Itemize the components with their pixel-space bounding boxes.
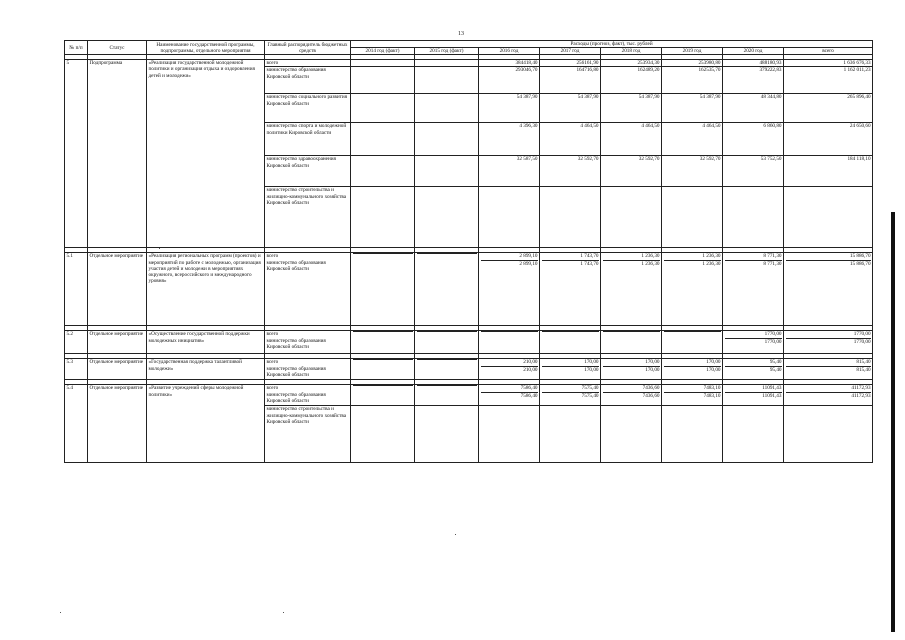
- manager-total: всего: [266, 253, 279, 260]
- value-cell: [601, 406, 662, 463]
- value-cell: 170,00 170,00: [662, 359, 723, 380]
- value-cell: 162535,70: [662, 67, 723, 94]
- row-status: Подпрограмма: [88, 60, 147, 248]
- value-cell: [351, 385, 415, 406]
- value-cell: 1 162 011,23: [784, 67, 873, 94]
- manager-sub: министерство образования Кировской области: [266, 337, 326, 350]
- header-year: 2019 год: [662, 48, 723, 55]
- header-year: 2015 год (факт): [415, 48, 479, 55]
- manager-total: всего: [266, 385, 279, 392]
- table-row: [65, 359, 873, 380]
- row-number: 5.3: [65, 359, 88, 380]
- header-name: Наименование государственной программы, подпрограммы, отдельного мероприятия: [147, 41, 265, 55]
- table-row: [65, 385, 873, 406]
- header-manager: Главный распорядитель бюджетных средств: [265, 41, 351, 55]
- row-number: 5: [65, 60, 88, 248]
- value-cell: [351, 406, 415, 463]
- header-year: 2018 год: [601, 48, 662, 55]
- value-cell: [662, 406, 723, 463]
- value-cell: 210,00 210,00: [479, 359, 540, 380]
- value-cell: 1770,00 1770,00: [723, 331, 784, 354]
- value-cell: 170,00 170,00: [601, 359, 662, 380]
- header-no: № п/п: [65, 41, 88, 55]
- value-cell: [351, 359, 415, 380]
- value-cell: 11091,43 11091,43: [723, 385, 784, 406]
- manager-sub: министерство образования Кировской области: [266, 391, 326, 404]
- value-cell: [415, 187, 479, 248]
- value-cell: 8 771,30 8 771,30: [723, 253, 784, 326]
- manager-cell: министерство строительства и жилищно-коммунального хозяйства Кировской области: [265, 406, 351, 463]
- scan-speck: [159, 248, 160, 249]
- value-cell: [784, 406, 873, 463]
- value-cell: 53 752,50: [723, 156, 784, 187]
- value-cell: 1770,00 1770,00: [784, 331, 873, 354]
- value-cell: 4 464,50: [601, 123, 662, 156]
- value-cell: [351, 156, 415, 187]
- value-cell: 164716,80: [540, 67, 601, 94]
- value-cell: 170,00 170,00: [540, 359, 601, 380]
- manager-cell: министерство образования Кировской области: [265, 67, 351, 94]
- value-cell: [351, 187, 415, 248]
- value-cell: [479, 187, 540, 248]
- manager-cell: министерство спорта и молодежной политики Кировской области: [265, 123, 351, 156]
- table-row: [65, 253, 873, 326]
- value-cell: [784, 187, 873, 248]
- value-cell: [601, 187, 662, 248]
- value-cell: 6 860,80: [723, 123, 784, 156]
- value-cell: 32 592,70: [601, 156, 662, 187]
- row-name: «Реализация региональных программ (проектов) и мероприятий по работе с молодежью, организация участия детей и молодежи в мероприятиях окружного, всероссийского и международного уровня»: [147, 253, 265, 326]
- value-cell: 54 387,90: [540, 94, 601, 123]
- value-cell: 4 464,50: [540, 123, 601, 156]
- row-number: 5.4: [65, 385, 88, 463]
- header-expenses: Расходы (прогноз, факт), тыс. рублей: [351, 41, 873, 48]
- value-cell: [351, 123, 415, 156]
- value-cell: [351, 253, 415, 326]
- row-number: 5.1: [65, 253, 88, 326]
- header-year: 2017 год: [540, 48, 601, 55]
- value-cell: 1 636 676,33: [784, 60, 873, 67]
- value-cell: 32 587,50: [479, 156, 540, 187]
- value-cell: 41172,93 41172,93: [784, 385, 873, 406]
- value-cell: [415, 67, 479, 94]
- value-cell: 24 650,60: [784, 123, 873, 156]
- value-cell: [415, 359, 479, 380]
- value-cell: 7483,10 7483,10: [662, 385, 723, 406]
- value-cell: [415, 406, 479, 463]
- value-cell: [723, 406, 784, 463]
- value-cell: [723, 187, 784, 248]
- value-cell: 7575,40 7575,40: [540, 385, 601, 406]
- value-cell: 2 899,10 2 899,10: [479, 253, 540, 326]
- row-status: Отдельное мероприятие: [88, 253, 147, 326]
- manager-sub: министерство образования Кировской области: [266, 365, 326, 378]
- manager-sub: министерство образования Кировской области: [266, 259, 326, 272]
- value-cell: 184 118,10: [784, 156, 873, 187]
- manager-cell: всего: [265, 60, 351, 67]
- value-cell: [351, 331, 415, 354]
- value-cell: 4 396,30: [479, 123, 540, 156]
- budget-table: [64, 40, 873, 463]
- value-cell: 815,40 815,40: [784, 359, 873, 380]
- value-cell: [662, 331, 723, 354]
- value-cell: 293046,70: [479, 67, 540, 94]
- manager-cell: [265, 385, 351, 406]
- row-name: «Реализация государственной молодежной политики и организация отдыха и оздоровления детей и молодежи»: [147, 60, 265, 248]
- value-cell: [662, 187, 723, 248]
- manager-total: всего: [266, 359, 279, 366]
- manager-cell: министерство социального развития Кировской области: [265, 94, 351, 123]
- header-year: 2014 год (факт): [351, 48, 415, 55]
- value-cell: [540, 331, 601, 354]
- value-cell: 488180,93: [723, 60, 784, 67]
- manager-cell: министерство здравоохранения Кировской области: [265, 156, 351, 187]
- header-year: 2020 год: [723, 48, 784, 55]
- scan-speck: [60, 612, 61, 613]
- table-row: [65, 60, 873, 67]
- table-row: [65, 331, 873, 354]
- row-name: «Государственная поддержка талантливой молодежи»: [147, 359, 265, 380]
- manager-cell: [265, 331, 351, 354]
- scan-speck: [455, 534, 456, 535]
- row-name: «Осуществление государственной поддержки молодежных инициатив»: [147, 331, 265, 354]
- value-cell: 1 236,30 1 236,30: [601, 253, 662, 326]
- value-cell: 379222,83: [723, 67, 784, 94]
- value-cell: 253934,30: [601, 60, 662, 67]
- value-cell: [479, 406, 540, 463]
- value-cell: 253980,80: [662, 60, 723, 67]
- manager-total: всего: [266, 331, 279, 338]
- value-cell: 7586,40 7586,40: [479, 385, 540, 406]
- value-cell: [351, 94, 415, 123]
- manager-cell: [265, 359, 351, 380]
- value-cell: 54 387,90: [662, 94, 723, 123]
- row-status: Отдельное мероприятие: [88, 331, 147, 354]
- scan-edge-shadow: [891, 212, 895, 632]
- value-cell: 162489,20: [601, 67, 662, 94]
- value-cell: 54 387,90: [601, 94, 662, 123]
- value-cell: [415, 331, 479, 354]
- header-status: Статус: [88, 41, 147, 55]
- value-cell: 48 344,80: [723, 94, 784, 123]
- value-cell: [351, 67, 415, 94]
- value-cell: 54 387,90: [479, 94, 540, 123]
- row-status: Отдельное мероприятие: [88, 359, 147, 380]
- page-number: 13: [458, 31, 464, 37]
- value-cell: 1 236,30 1 236,30: [662, 253, 723, 326]
- header-row: [65, 41, 873, 48]
- header-year: всего: [784, 48, 873, 55]
- value-cell: [479, 331, 540, 354]
- value-cell: [415, 156, 479, 187]
- value-cell: [540, 187, 601, 248]
- scan-speck: [283, 612, 284, 613]
- value-cell: 384418,40: [479, 60, 540, 67]
- value-cell: 15 886,70 15 886,70: [784, 253, 873, 326]
- value-cell: 1 743,70 1 743,70: [540, 253, 601, 326]
- manager-cell: [265, 253, 351, 326]
- value-cell: 4 464,50: [662, 123, 723, 156]
- value-cell: 7436,60 7436,60: [601, 385, 662, 406]
- value-cell: 32 592,70: [540, 156, 601, 187]
- value-cell: [351, 60, 415, 67]
- row-name: «Развитие учреждений сферы молодежной политики»: [147, 385, 265, 463]
- value-cell: 95,40 95,40: [723, 359, 784, 380]
- header-year: 2016 год: [479, 48, 540, 55]
- row-status: Отдельное мероприятие: [88, 385, 147, 463]
- row-number: 5.2: [65, 331, 88, 354]
- value-cell: [415, 253, 479, 326]
- value-cell: [415, 123, 479, 156]
- manager-cell: министерство строительства и жилищно-коммунального хозяйства Кировской области: [265, 187, 351, 248]
- value-cell: 265 896,40: [784, 94, 873, 123]
- value-cell: [540, 406, 601, 463]
- value-cell: 256161,90: [540, 60, 601, 67]
- value-cell: [415, 385, 479, 406]
- value-cell: [415, 94, 479, 123]
- value-cell: [601, 331, 662, 354]
- value-cell: [415, 60, 479, 67]
- value-cell: 32 592,70: [662, 156, 723, 187]
